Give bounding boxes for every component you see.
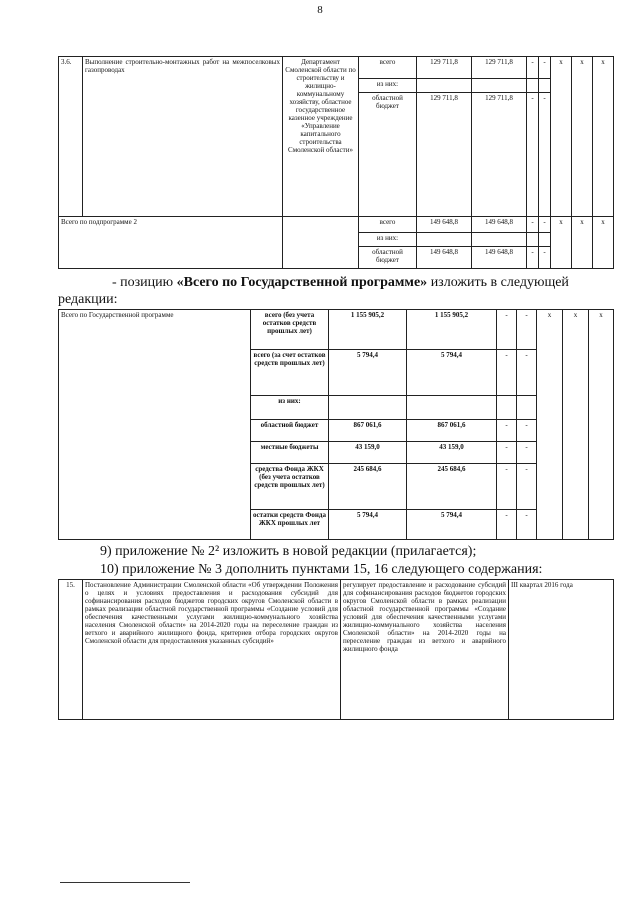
amendment-item-10: 10) приложение № 3 дополнить пунктами 15, 16 следующего содержания: <box>100 562 543 577</box>
empty-cell <box>283 217 359 269</box>
program-total-table <box>58 309 614 540</box>
dash-cell: - <box>527 247 539 269</box>
dash-cell: - <box>539 57 551 79</box>
x-cell: x <box>589 310 614 540</box>
table-row <box>59 57 614 79</box>
dash-cell: - <box>517 310 537 350</box>
funding-label: всего <box>359 217 417 233</box>
amount-year: 5 794,4 <box>407 510 497 540</box>
amount-year: 5 794,4 <box>407 350 497 396</box>
dash-cell: - <box>497 510 517 540</box>
funding-label: остатки средств Фонда ЖКХ прошлых лет <box>251 510 329 540</box>
amount-total: 129 711,8 <box>417 93 472 217</box>
funding-label: из них: <box>359 79 417 93</box>
dash-cell: - <box>517 350 537 396</box>
dash-cell: - <box>497 350 517 396</box>
empty-cell <box>517 396 537 420</box>
amount-total: 5 794,4 <box>329 510 407 540</box>
x-cell: x <box>572 57 593 217</box>
executor: Департамент Смоленской области по строительству и жилищно-коммунальному хозяйству, областное государственное казенное учреждение «Управление капитального строительства Смоленской области» <box>283 57 359 217</box>
empty-cell <box>417 79 472 93</box>
amount-total: 5 794,4 <box>329 350 407 396</box>
amount-year: 149 648,8 <box>472 247 527 269</box>
subprogram-table <box>58 56 614 269</box>
amendment-paragraph-cont: редакции: <box>58 292 118 307</box>
funding-label: из них: <box>251 396 329 420</box>
regulation-subject: регулирует предоставление и расходование субсидий для софинансирования расходов бюджетов городских округов Смоленской области в рамках реализации областной государственной программы «Создание условий для обеспечения качественными услугами жилищно-коммунального хозяйства населения Смоленской области» на 2014-2020 годы на переселение граждан из ветхого и аварийного жилищного фонда <box>341 580 509 720</box>
dash-cell: - <box>539 217 551 233</box>
dash-cell: - <box>539 93 551 217</box>
activity-name: Выполнение строительно-монтажных работ на межпоселковых газопроводах <box>83 57 283 217</box>
amount-year: 245 684,6 <box>407 464 497 510</box>
dash-cell: - <box>527 217 539 233</box>
empty-cell <box>417 233 472 247</box>
amount-year: 867 061,6 <box>407 420 497 442</box>
amount-total: 43 159,0 <box>329 442 407 464</box>
funding-label: областной бюджет <box>359 93 417 217</box>
dash-cell: - <box>527 57 539 79</box>
program-total-label: Всего по Государственной программе <box>59 310 251 540</box>
empty-cell <box>472 233 527 247</box>
funding-label: местные бюджеты <box>251 442 329 464</box>
appendix3-table <box>58 579 614 720</box>
amendment-item-9: 9) приложение № 2² изложить в новой редакции (прилагается); <box>100 544 477 559</box>
amount-year: 1 155 905,2 <box>407 310 497 350</box>
amount-year: 129 711,8 <box>472 57 527 79</box>
normative-act: Постановление Администрации Смоленской области «Об утверждении Положения о целях и условиях предоставления и расходования субсидий для софинансирования расходов бюджетов городских округов Смоленской области в рамках реализации областной государственной программы «Создание условий для обеспечения качественными услугами жилищно-коммунального хозяйства населения Смоленской области» на 2014-2020 годы на переселение граждан из ветхого и аварийного жилищного фонда, критериев отбора городских округов Смоленской области для предоставления указанных субсидий» <box>83 580 341 720</box>
funding-label: всего (без учета остатков средств прошлых лет) <box>251 310 329 350</box>
amount-total: 867 061,6 <box>329 420 407 442</box>
x-cell: x <box>551 217 572 269</box>
empty-cell <box>497 396 517 420</box>
amount-total: 149 648,8 <box>417 217 472 233</box>
amount-year: 149 648,8 <box>472 217 527 233</box>
amount-year: 129 711,8 <box>472 93 527 217</box>
dash-cell: - <box>497 464 517 510</box>
x-cell: x <box>593 57 614 217</box>
table-row <box>59 217 614 233</box>
page-number: 8 <box>317 4 323 16</box>
funding-label: областной бюджет <box>359 247 417 269</box>
dash-cell: - <box>527 93 539 217</box>
funding-label: из них: <box>359 233 417 247</box>
empty-cell <box>407 396 497 420</box>
dash-cell: - <box>497 310 517 350</box>
dash-cell: - <box>517 464 537 510</box>
empty-cell <box>539 233 551 247</box>
x-cell: x <box>537 310 563 540</box>
amount-total: 129 711,8 <box>417 57 472 79</box>
amount-total: 245 684,6 <box>329 464 407 510</box>
amendment-bold-phrase: «Всего по Государственной программе» <box>176 275 428 290</box>
empty-cell <box>539 79 551 93</box>
amount-total: 1 155 905,2 <box>329 310 407 350</box>
empty-cell <box>329 396 407 420</box>
amount-total: 149 648,8 <box>417 247 472 269</box>
x-cell: x <box>572 217 593 269</box>
adoption-term: III квартал 2016 года <box>509 580 614 720</box>
dash-cell: - <box>497 442 517 464</box>
x-cell: x <box>551 57 572 217</box>
amendment-paragraph <box>112 275 569 291</box>
footnote-divider <box>60 882 190 883</box>
dash-cell: - <box>539 247 551 269</box>
dash-cell: - <box>517 510 537 540</box>
dash-cell: - <box>517 420 537 442</box>
funding-label: всего <box>359 57 417 79</box>
row-number: 3.6. <box>59 57 83 217</box>
amendment-text: - позицию «Всего по Государственной программе» изложить в следующей <box>112 275 569 290</box>
x-cell: x <box>563 310 589 540</box>
dash-cell: - <box>497 420 517 442</box>
subprogram-total-label: Всего по подпрограмме 2 <box>59 217 283 269</box>
table-row <box>59 310 614 350</box>
funding-label: средства Фонда ЖКХ (без учета остатков средств прошлых лет) <box>251 464 329 510</box>
empty-cell <box>472 79 527 93</box>
amount-year: 43 159,0 <box>407 442 497 464</box>
dash-cell: - <box>517 442 537 464</box>
row-number: 15. <box>59 580 83 720</box>
empty-cell <box>527 233 539 247</box>
funding-label: всего (за счет остатков средств прошлых лет) <box>251 350 329 396</box>
table-row <box>59 580 614 720</box>
empty-cell <box>527 79 539 93</box>
funding-label: областной бюджет <box>251 420 329 442</box>
x-cell: x <box>593 217 614 269</box>
